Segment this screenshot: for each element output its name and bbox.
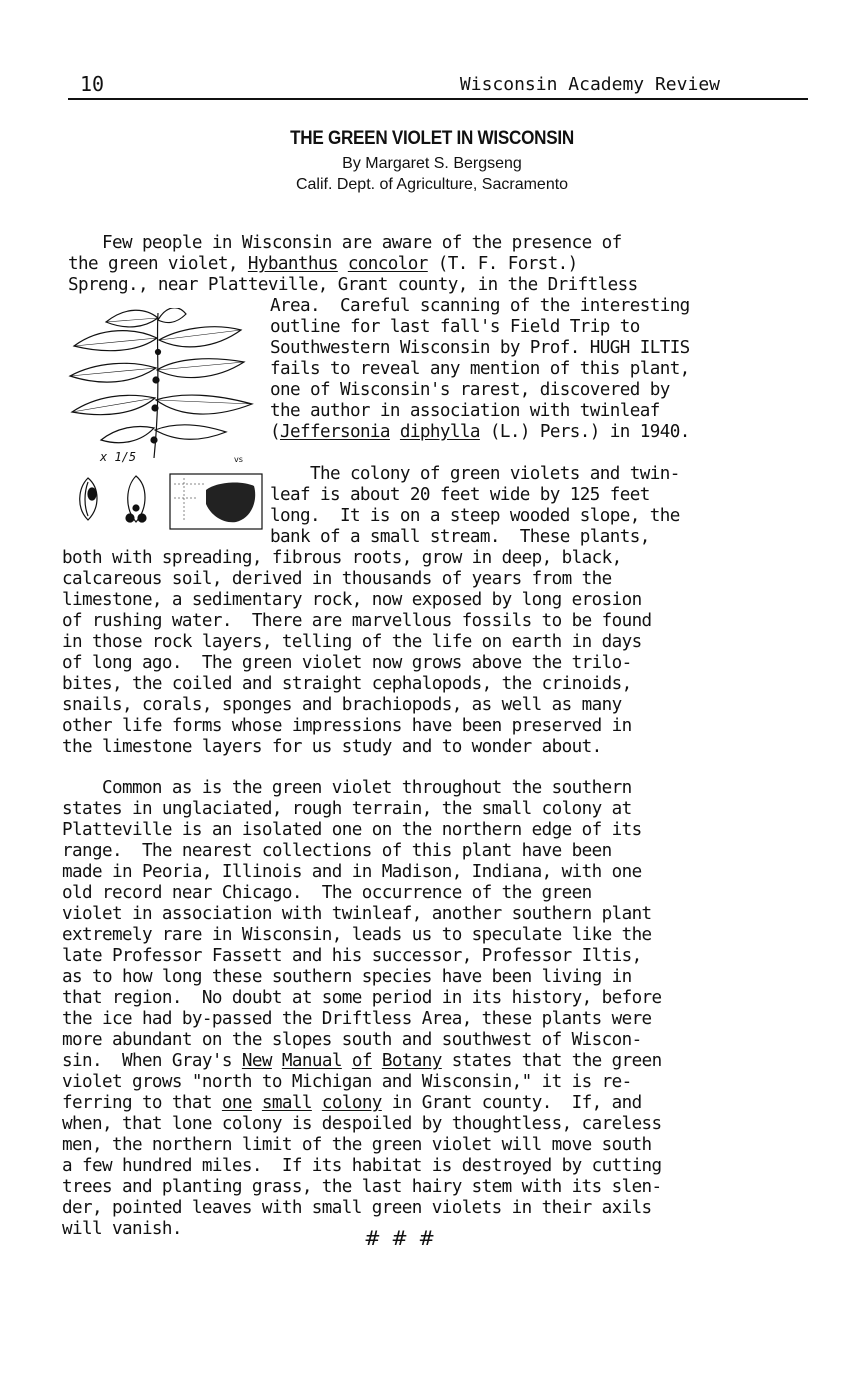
text-line: bites, the coiled and straight cephalopods, the crinoids,	[62, 674, 632, 694]
plant-drawing	[70, 308, 252, 458]
text-line: other life forms whose impressions have been preserved in	[62, 716, 632, 736]
species-name: concolor	[347, 254, 428, 274]
end-marks: # # #	[364, 1226, 437, 1250]
text-line: of long ago. The green violet now grows above the trilo-	[62, 653, 632, 673]
text-line: extremely rare in Wisconsin, leads us to speculate like the	[62, 925, 652, 945]
text-line: Common as is the green violet throughout the southern	[62, 778, 632, 798]
text-run	[338, 254, 348, 274]
text-run: ferring to that	[62, 1093, 222, 1113]
text-run: sin. When Gray's	[62, 1051, 242, 1071]
text-line: trees and planting grass, the last hairy stem with its slen-	[62, 1177, 662, 1197]
text-line: more abundant on the slopes south and southwest of Wiscon-	[62, 1030, 642, 1050]
book-title-word: New	[241, 1051, 272, 1071]
text-line: of rushing water. There are marvellous fossils to be found	[62, 611, 652, 631]
text-line: both with spreading, fibrous roots, grow in deep, black,	[62, 548, 622, 568]
text-line: snails, corals, sponges and brachiopods, as well as many	[62, 695, 622, 715]
genus-name: Hybanthus	[247, 254, 338, 274]
para3-line-15: violet grows "north to Michigan and Wisconsin," it is re-	[62, 1072, 632, 1092]
text-line: bank of a small stream. These plants,	[270, 527, 650, 547]
para1-line-2	[68, 254, 578, 275]
text-line: a few hundred miles. If its habitat is destroyed by cutting	[62, 1156, 662, 1176]
fruit-drawing	[80, 476, 146, 522]
para3-line-16	[62, 1093, 642, 1114]
book-title-word: Botany	[381, 1051, 442, 1071]
text-line: late Professor Fassett and his successor, Professor Iltis,	[62, 946, 642, 966]
text-line: long. It is on a steep wooded slope, the	[270, 506, 680, 526]
text-line: calcareous soil, derived in thousands of years from the	[62, 569, 612, 589]
text-run: (	[270, 422, 280, 442]
running-head	[68, 72, 808, 100]
text-line: violet in association with twinleaf, another southern plant	[62, 904, 652, 924]
text-line: as to how long these southern species have been living in	[62, 967, 632, 987]
article-author: By Margaret S. Bergseng	[342, 155, 522, 172]
emphasis-word: one	[221, 1093, 252, 1113]
text-line: when, that lone colony is despoiled by thoughtless, careless	[62, 1114, 662, 1134]
text-run: the green violet,	[68, 254, 248, 274]
text-line: leaf is about 20 feet wide by 125 feet	[270, 485, 650, 505]
emphasis-word: small	[261, 1093, 312, 1113]
text-line: states in unglaciated, rough terrain, the small colony at	[62, 799, 632, 819]
article-title: THE GREEN VIOLET IN WISCONSIN	[290, 128, 574, 149]
text-line: that region. No doubt at some period in its history, before	[62, 988, 662, 1008]
species-name: diphylla	[399, 422, 480, 442]
para1-line-9: the author in association with twinleaf	[270, 401, 660, 421]
para1-line-8: one of Wisconsin's rarest, discovered by	[270, 380, 670, 400]
text-line: der, pointed leaves with small green violets in their axils	[62, 1198, 652, 1218]
text-line: in those rock layers, telling of the life on earth in days	[62, 632, 642, 652]
text-run: (L.) Pers.) in 1940.	[479, 422, 690, 442]
para1-line-7: fails to reveal any mention of this plant,	[270, 359, 690, 379]
text-line: made in Peoria, Illinois and in Madison, Indiana, with one	[62, 862, 642, 882]
text-line: old record near Chicago. The occurrence of the green	[62, 883, 592, 903]
text-run: (T. F. Forst.)	[427, 254, 578, 274]
text-line: Platteville is an isolated one on the northern edge of its	[62, 820, 642, 840]
genus-name: Jeffersonia	[280, 422, 390, 442]
text-line: The colony of green violets and twin-	[270, 464, 680, 484]
text-line: range. The nearest collections of this plant have been	[62, 841, 612, 861]
emphasis-word: colony	[321, 1093, 382, 1113]
text-line: the limestone layers for us study and to wonder about.	[62, 737, 602, 757]
para1-line-1: Few people in Wisconsin are aware of the presence of	[62, 233, 622, 253]
para1-line-4: Area. Careful scanning of the interesting	[270, 296, 690, 316]
figure-corner-label: vs	[234, 455, 243, 464]
para1-line-3: Spreng., near Platteville, Grant county, in the Driftless	[68, 275, 638, 295]
scale-label: x 1/5	[100, 450, 137, 464]
para1-line-5: outline for last fall's Field Trip to	[270, 317, 640, 337]
para3-line-14	[62, 1051, 662, 1072]
text-run: in Grant county. If, and	[381, 1093, 642, 1113]
book-title-word: of	[351, 1051, 372, 1071]
text-line: men, the northern limit of the green violet will move south	[62, 1135, 652, 1155]
text-run	[390, 422, 400, 442]
para1-line-6: Southwestern Wisconsin by Prof. HUGH ILTIS	[270, 338, 690, 358]
green-violet-illustration	[66, 308, 266, 533]
text-line: the ice had by-passed the Driftless Area, these plants were	[62, 1009, 652, 1029]
journal-title: Wisconsin Academy Review	[459, 74, 720, 95]
text-line: limestone, a sedimentary rock, now exposed by long erosion	[62, 590, 642, 610]
text-line: will vanish.	[62, 1219, 182, 1239]
para1-line-10	[270, 422, 690, 443]
page-number: 10	[80, 72, 105, 96]
book-title-word: Manual	[281, 1051, 342, 1071]
range-map	[170, 474, 262, 529]
author-affiliation: Calif. Dept. of Agriculture, Sacramento	[295, 176, 569, 193]
text-run: states that the green	[441, 1051, 662, 1071]
